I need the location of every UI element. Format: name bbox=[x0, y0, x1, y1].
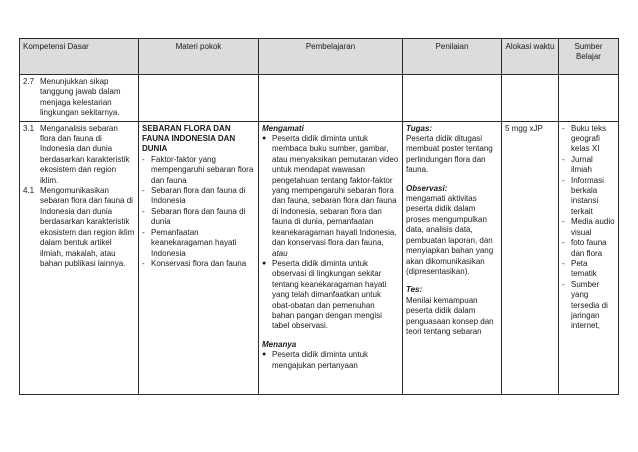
table-row bbox=[20, 121, 619, 394]
empty-cell bbox=[259, 75, 403, 122]
list-item: ● Peserta didik diminta untuk membaca buku sumber, gambar, atau menyaksikan pemutaran video untuk mendapat wawasan pengetahuan tentang faktor-faktor yang mempengaruhi sebaran flora dan fauna, sebaran flora dan fauna di Indonesia, sebaran flora dan fauna di dunia, pemanfaatan keanekaragaman hayati Indonesia, dan konservasi flora dan fauna, atau bbox=[262, 134, 399, 258]
list-item: - Konservasi flora dan fauna bbox=[142, 258, 247, 268]
kd-number: 4.1 bbox=[23, 186, 35, 196]
kd-text: Menganalisis sebaran flora dan fauna di Indonesia dan dunia berdasarkan karakteristik ekosistem dan region iklim. bbox=[40, 123, 130, 185]
menanya-title: Menanya bbox=[262, 339, 297, 349]
list-item: ● Peserta didik diminta untuk mengajukan pertanyaan bbox=[262, 350, 369, 370]
table-row bbox=[20, 75, 619, 122]
header-alokasi-waktu: Alokasi waktu bbox=[502, 39, 559, 75]
syllabus-table bbox=[19, 38, 619, 395]
list-item: - Media audio visual bbox=[562, 217, 615, 237]
kd-number: 2.7 bbox=[23, 77, 35, 86]
list-item: - Informasi berkala instansi terkait bbox=[562, 175, 604, 216]
sumber-cell bbox=[559, 121, 619, 394]
list-item: - Sumber yang tersedia di jaringan internet, bbox=[562, 279, 608, 331]
empty-cell bbox=[139, 75, 259, 122]
kd-item bbox=[23, 124, 135, 186]
kd-cell-knowledge bbox=[20, 121, 139, 394]
mengamati-list bbox=[262, 134, 399, 332]
sumber-list bbox=[562, 124, 615, 332]
list-item: - foto fauna dan flora bbox=[562, 238, 607, 258]
list-item: - Buku teks geografi kelas XI bbox=[562, 123, 607, 154]
tes-text: Menilai kemampuan peserta didik dalam penguasaan konsep dan teori tentang sebaran bbox=[406, 295, 494, 336]
header-pembelajaran: Pembelajaran bbox=[259, 39, 403, 75]
list-item: - Sebaran flora dan fauna di dunia bbox=[142, 206, 246, 227]
list-item: - Peta tematik bbox=[562, 258, 597, 279]
menanya-list bbox=[262, 350, 399, 371]
pembelajaran-cell bbox=[259, 121, 403, 394]
header-penilaian: Penilaian bbox=[403, 39, 502, 75]
header-sumber-belajar: Sumber Belajar bbox=[559, 39, 619, 75]
kd-text: Mengomunikasikan sebaran flora dan fauna di Indonesia dan dunia berdasarkan karakteristik ekosistem dan region iklim dalam bentuk artikel ilmiah, makalah, atau bahan publikasi lainnya. bbox=[40, 186, 135, 268]
list-item: - Pemanfaatan keanekaragaman hayati Indonesia bbox=[142, 227, 237, 258]
kd-item bbox=[23, 186, 135, 269]
list-item: - Faktor-faktor yang mempengaruhi sebaran flora dan fauna bbox=[142, 154, 254, 185]
observasi-title: Observasi: bbox=[406, 183, 448, 193]
observasi-text: mengamati aktivitas peserta didik dalam proses mengumpulkan data, analisis data, pembuatan laporan, dan menyiapkan bahan yang akan dikomunikasikan (dipresentasikan). bbox=[406, 194, 494, 276]
alokasi-cell bbox=[502, 121, 559, 394]
penilaian-cell bbox=[403, 121, 502, 394]
header-materi-pokok: Materi pokok bbox=[139, 39, 259, 75]
tugas-text: Peserta didik ditugasi membuat poster tentang perlindungan flora dan fauna. bbox=[406, 134, 493, 175]
empty-cell bbox=[403, 75, 502, 122]
list-item: ● Peserta didik diminta untuk observasi di lingkungan sekitar tentang keanekaragaman hayati yang telah dimanfaatkan untuk obat-obatan dan pemenuhan bahan pangan dengan mengisi tabel observasi. bbox=[262, 258, 387, 331]
materi-title: SEBARAN FLORA DAN FAUNA INDONESIA DAN DUNIA bbox=[142, 123, 236, 154]
list-item: - Sebaran flora dan fauna di Indonesia bbox=[142, 186, 246, 206]
list-item: - Jurnal ilmiah bbox=[562, 154, 593, 175]
alokasi-value: 5 mgg xJP bbox=[505, 123, 543, 133]
materi-list bbox=[142, 155, 255, 269]
tugas-title: Tugas: bbox=[406, 123, 433, 133]
kd-text: Menunjukkan sikap tanggung jawab dalam menjaga kelestarian lingkungan sekitarnya. bbox=[40, 77, 121, 118]
kd-cell-attitude bbox=[20, 75, 139, 122]
materi-cell bbox=[139, 121, 259, 394]
kd-item bbox=[23, 77, 135, 119]
header-kompetensi-dasar: Kompetensi Dasar bbox=[20, 39, 139, 75]
tes-title: Tes: bbox=[406, 285, 423, 295]
empty-cell bbox=[502, 75, 559, 122]
header-row bbox=[20, 39, 619, 75]
kd-number: 3.1 bbox=[23, 123, 35, 133]
mengamati-title: Mengamati bbox=[262, 123, 304, 133]
empty-cell bbox=[559, 75, 619, 122]
